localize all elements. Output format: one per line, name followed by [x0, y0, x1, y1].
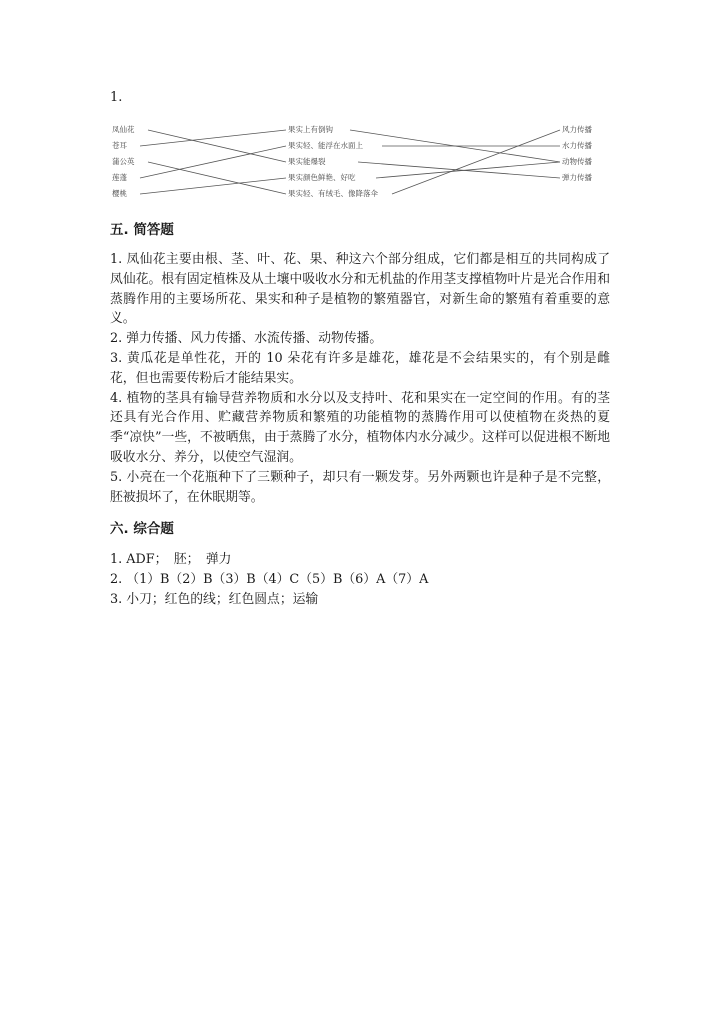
answer-paragraph: 1. ADF； 胚； 弹力 — [110, 552, 232, 567]
answer-paragraph: 3. 黄瓜花是单性花，开的 10 朵花有许多是雄花，雄花是不会结果实的，有个别是雌花，但也需要传粉后才能结果实。 — [110, 350, 610, 386]
answer-paragraph: 4. 植物的茎具有输导营养物质和水分以及支持叶、花和果实在一定空间的作用。有的茎还具有光合作用、贮藏营养物质和繁殖的功能植物的蒸腾作用可以使植物在炎热的夏季“凉快”一些，不被晒焦，由于蒸腾了水分，植物体内水分减少。这样可以促进根不断地吸收水分、养分，以使空气湿润。 — [110, 390, 610, 465]
section-5-title: 五. 简答题 — [110, 222, 174, 238]
right-item: 弹力传播 — [562, 173, 592, 182]
right-item: 动物传播 — [562, 157, 592, 166]
question-1-number: 1. — [110, 90, 123, 105]
matching-diagram — [110, 120, 610, 200]
left-item: 苍耳 — [112, 141, 127, 150]
match-line — [392, 130, 560, 194]
left-item: 莲蓬 — [112, 173, 127, 182]
left-item: 樱桃 — [112, 189, 127, 198]
answer-paragraph: 2. 弹力传播、风力传播、水流传播、动物传播。 — [110, 331, 383, 347]
section-5-answers — [110, 250, 610, 507]
section-6-title: 六. 综合题 — [110, 521, 174, 537]
match-line — [148, 130, 286, 162]
answer-paragraph: 1. 凤仙花主要由根、茎、叶、花、果、种这六个部分组成，它们都是相互的共同构成了凤仙花。根有固定植株及从土壤中吸收水分和无机盐的作用茎支撑植物叶片是光合作用和蒸腾作用的主要场所花、果实和种子是植物的繁殖器官，对新生命的繁殖有着重要的意义。 — [110, 252, 610, 327]
middle-item: 果实轻、有绒毛、像降落伞 — [288, 189, 378, 198]
match-line — [140, 146, 286, 178]
match-line — [148, 162, 286, 194]
section-6-answers — [110, 550, 610, 609]
right-item: 水力传播 — [562, 141, 592, 150]
left-item: 凤仙花 — [112, 125, 135, 134]
left-item: 蒲公英 — [112, 157, 135, 166]
middle-item: 果实上有倒钩 — [288, 125, 333, 134]
middle-item: 果实能爆裂 — [288, 157, 326, 166]
middle-item: 果实颜色鲜艳、好吃 — [288, 173, 356, 182]
match-line — [140, 178, 286, 194]
answer-paragraph: 5. 小亮在一个花瓶种下了三颗种子，却只有一颗发芽。另外两颗也许是种子是不完整，胚被损坏了，在休眠期等。 — [110, 469, 610, 505]
answer-paragraph: 2. （1）B（2）B（3）B（4）C（5）B（6）A（7）A — [110, 571, 429, 587]
answer-paragraph: 3. 小刀；红色的线；红色圆点；运输 — [110, 591, 319, 607]
middle-item: 果实轻、能浮在水面上 — [288, 141, 363, 150]
right-item: 风力传播 — [562, 125, 592, 134]
match-line — [140, 130, 286, 146]
